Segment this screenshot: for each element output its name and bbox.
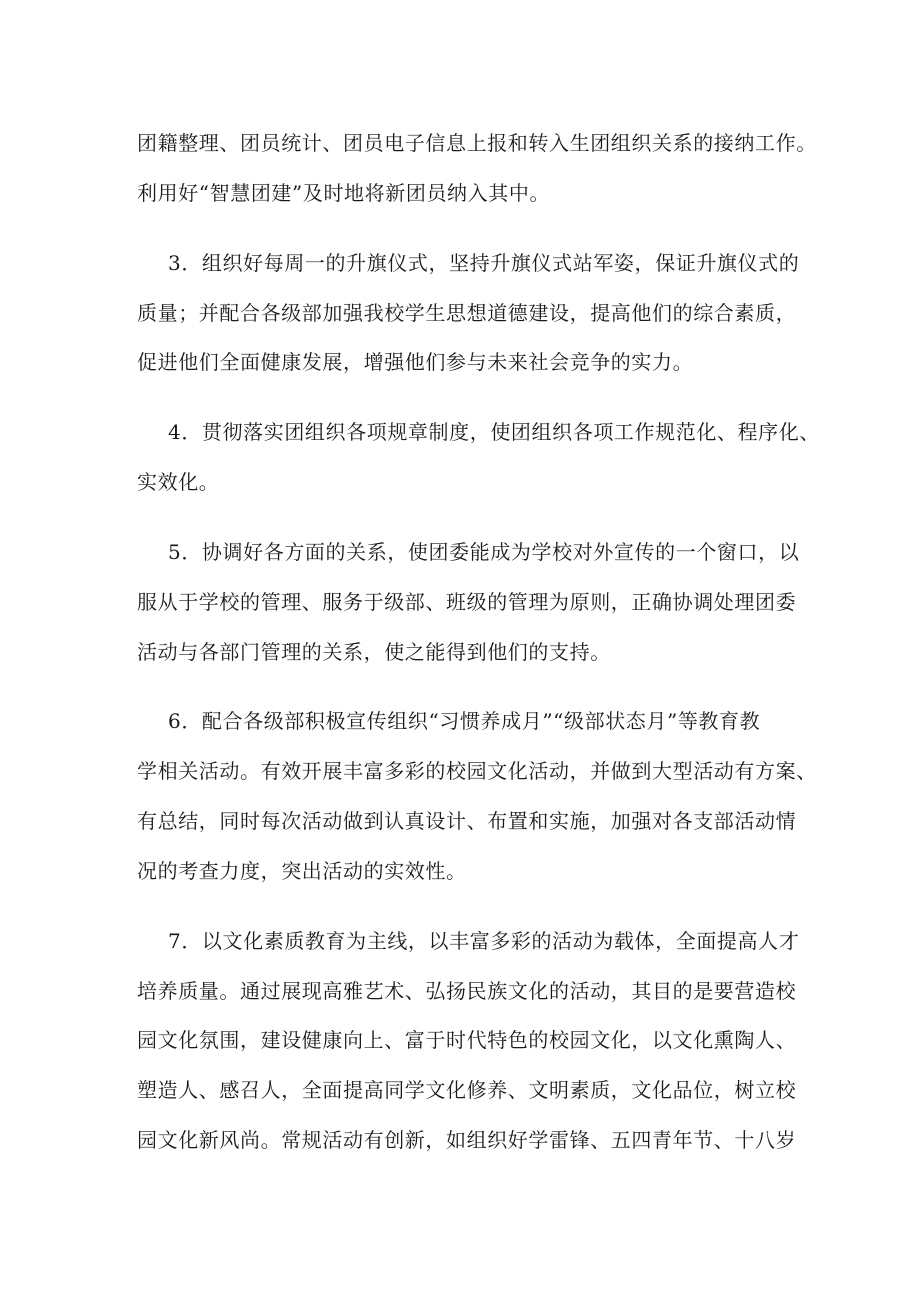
paragraph-line: 利用好“智慧团建”及时地将新团员纳入其中。 [137,181,551,205]
paragraph-line: 7．以文化素质教育为主线，以丰富多彩的活动为载体，全面提高人才 [168,929,800,953]
paragraph-line: 学相关活动。有效开展丰富多彩的校园文化活动，并做到大型活动有方案、 [137,759,817,783]
paragraph-line: 塑造人、感召人，全面提高同学文化修养、文明素质，文化品位，树立校 [137,1078,797,1102]
paragraph-line: 园文化新风尚。常规活动有创新，如组织好学雷锋、五四青年节、十八岁 [137,1128,797,1152]
paragraph-line: 服从于学校的管理、服务于级部、班级的管理为原则，正确协调处理团委 [137,590,797,614]
paragraph-line: 质量；并配合各级部加强我校学生思想道德建设，提高他们的综合素质， [137,301,797,325]
paragraph-line: 培养质量。通过展现高雅艺术、弘扬民族文化的活动，其目的是要营造校 [137,979,797,1003]
paragraph-line: 促进他们全面健康发展，增强他们参与未来社会竞争的实力。 [137,350,694,374]
paragraph-line: 6．配合各级部积极宣传组织“习惯养成月”“级部状态月”等教育教 [168,709,761,733]
paragraph-line: 园文化氛围，建设健康向上、富于时代特色的校园文化，以文化熏陶人、 [137,1028,797,1052]
paragraph-line: 况的考查力度，突出活动的实效性。 [137,859,467,883]
paragraph-line: 实效化。 [137,470,220,494]
paragraph-line: 有总结，同时每次活动做到认真设计、布置和实施，加强对各支部活动情 [137,809,797,833]
paragraph-line: 5．协调好各方面的关系，使团委能成为学校对外宣传的一个窗口，以 [168,540,800,564]
paragraph-line: 活动与各部门管理的关系，使之能得到他们的支持。 [137,640,611,664]
paragraph-line: 3．组织好每周一的升旗仪式，坚持升旗仪式站军姿，保证升旗仪式的 [168,251,800,275]
paragraph-line: 团籍整理、团员统计、团员电子信息上报和转入生团组织关系的接纳工作。 [137,131,817,155]
paragraph-line: 4．贯彻落实团组织各项规章制度，使团组织各项工作规范化、程序化、 [168,420,820,444]
